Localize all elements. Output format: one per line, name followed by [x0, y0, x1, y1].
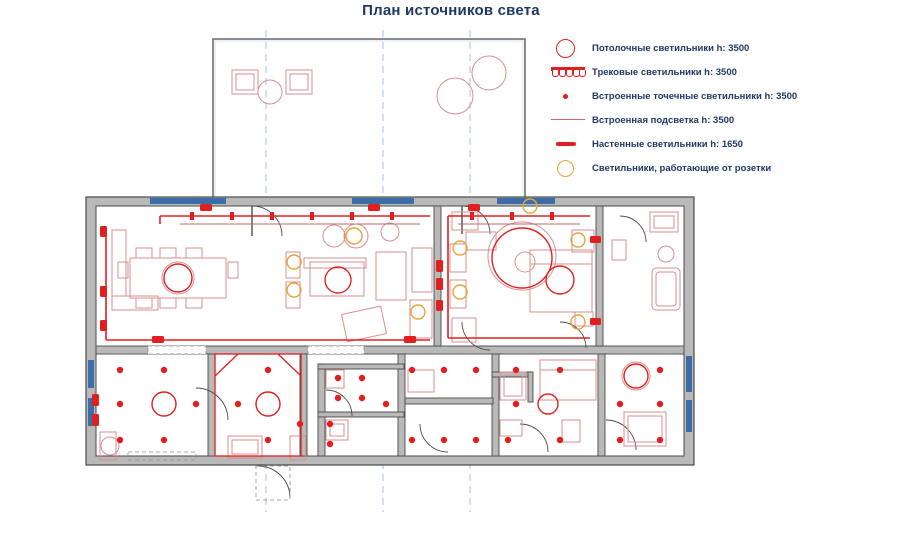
- legend-label: Встроенная подсветка h: 3500: [592, 114, 735, 126]
- terrace-outline: [213, 39, 525, 199]
- legend-label: Трековые светильники h: 3500: [592, 66, 737, 78]
- terrace-furniture: [232, 56, 506, 114]
- legend-label: Настенные светильники h: 1650: [592, 138, 743, 150]
- legend-label: Светильники, работающие от розетки: [592, 162, 772, 174]
- legend-label: Встроенные точечные светильники h: 3500: [592, 90, 798, 102]
- legend-label: Потолочные светильники h: 3500: [592, 42, 750, 54]
- page-title: План источников света: [362, 2, 540, 19]
